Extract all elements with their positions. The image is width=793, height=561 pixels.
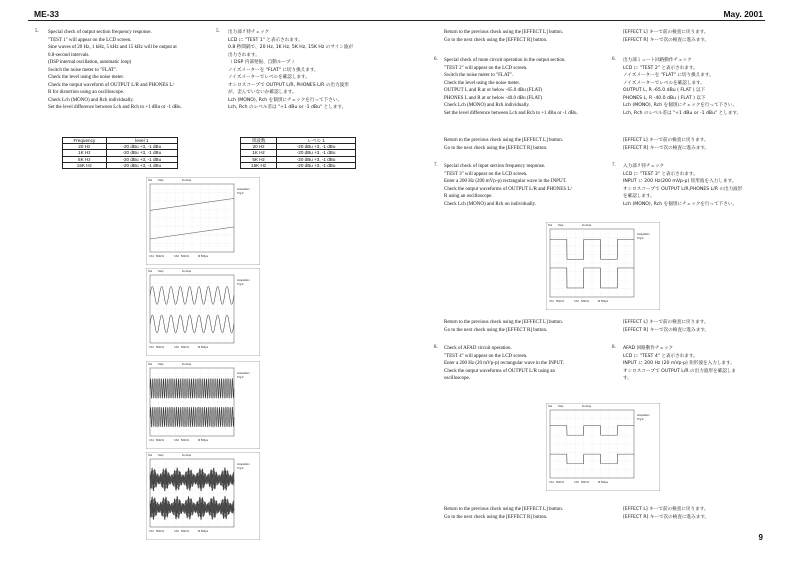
scope-side-label: Acquisition bbox=[237, 188, 250, 191]
sec6-en-line: OUTPUT L and R at or below -65.0 dBu (FLAT) bbox=[444, 88, 543, 93]
scope-stop-label: Stop bbox=[158, 179, 164, 182]
next-line: [EFFECT R] キーで次の検査に進みます。 bbox=[623, 37, 710, 43]
scope-timebase-label: M 500μs bbox=[598, 300, 609, 303]
ret-en-2 bbox=[444, 137, 563, 152]
sec6-jp-line: 出力部ミュート回路動作チェック bbox=[623, 58, 692, 63]
sec5-jp-line: Lch, Rch のレベル差は "+1 dBu or -1 dBu" とします。 bbox=[228, 105, 347, 110]
scope-timebase-label: M 500μs bbox=[198, 530, 209, 533]
scope-ch1-label: Ch1 bbox=[549, 481, 554, 484]
scope-amp-label: 500mV bbox=[556, 481, 565, 484]
scope-run-label: Tek bbox=[148, 270, 153, 273]
scope-run-label: Tek bbox=[548, 224, 553, 227]
scope-side-label: Acquisition bbox=[237, 463, 250, 466]
scope-screen-square-wide bbox=[546, 222, 660, 310]
sec6-jp-line: PHONES L, R -40.0 dBu ( FLAT ) 以下 bbox=[623, 95, 706, 101]
table-cell: 20 Hz bbox=[241, 144, 277, 150]
sec6-en-line: Set the level difference between Lch and Rch to +1 dBu or -1 dBu. bbox=[444, 110, 578, 116]
sec5-en-line: 0.8-second intervals. bbox=[48, 52, 90, 58]
table-cell: -20 dBu +3, -1 dBu bbox=[277, 144, 356, 150]
next-line: [EFFECT R] キーで次の検査に進みます。 bbox=[623, 145, 710, 151]
sec7-en-line: "TEST 3" will appear on the LCD screen. bbox=[444, 171, 528, 177]
table-cell: -20 dBu +3, -1 dBu bbox=[277, 150, 356, 156]
scope-screen-square-afad bbox=[546, 403, 660, 491]
sec8-en-number: 8. bbox=[434, 345, 438, 350]
scope-run-label: Tek bbox=[548, 405, 553, 408]
sec5-jp-line: 出力部 f 特チェック bbox=[228, 30, 270, 35]
sec5-en-line: Check the output waveform of OUTPUT L/R and PHONES L/ bbox=[48, 82, 174, 88]
table-cell: -20 dBu +3, -1 dBu bbox=[106, 150, 177, 156]
next-line: [EFFECT R] キーで次の検査に進みます。 bbox=[623, 327, 710, 333]
next-line: [EFFECT R] キーで次の検査に進みます。 bbox=[623, 514, 710, 520]
sec5-jp-line: ノイズメーターでレベルを確認します。 bbox=[228, 75, 310, 80]
scope-stop-label: Stop bbox=[158, 270, 164, 273]
sec6-en-line: Check Lch (MONO) and Rch individually. bbox=[444, 103, 530, 108]
sec5-en-line: (DSP internal oscillation, automatic loop) bbox=[48, 60, 132, 65]
sec7-jp-line: オシロスコープで OUTPUT L/R,PHONES L/R の出力波形 bbox=[623, 186, 743, 192]
sec6-en-number: 6. bbox=[434, 57, 438, 62]
sec5-en-line: Sine waves of 20 Hz, 1 kHz, 5 kHz and 15 kHz will be output at bbox=[48, 45, 177, 50]
sec5-jp-line: Lch (MONO), Rch を個別にチェックを行って下さい。 bbox=[228, 97, 343, 103]
scope-amp-label: 500mV bbox=[181, 255, 190, 258]
sec8-en-text bbox=[444, 345, 564, 383]
table-cell: -20 dBu +3, -1 dBu bbox=[106, 144, 177, 150]
sec7-en-line: Check Lch (MONO) and Rch on individually. bbox=[444, 201, 537, 207]
scope-stop-label: Stop bbox=[558, 405, 564, 408]
sec5-en-line: R for distortion using an oscilloscope. bbox=[48, 90, 125, 95]
scope-side-label: Acquisition bbox=[237, 372, 250, 375]
scope-timebase-label: M 500μs bbox=[198, 439, 209, 442]
sec5-jp-line: オシロスコープで OUTPUT L/R, PHONES L/R の出力波形 bbox=[228, 82, 349, 88]
scope-amp-label: 500mV bbox=[156, 530, 165, 533]
sec6-en-line: Check the level using the noise meter. bbox=[444, 80, 520, 86]
scope-amp-label: 500mV bbox=[556, 300, 565, 303]
sec5-jp-line: LCD に "TEST 1" と表示されます。 bbox=[228, 37, 303, 43]
sec6-jp-line: Lch, Rch のレベル差は "+1 dBu or -1 dBu" とします。 bbox=[623, 110, 742, 116]
ret-en-4 bbox=[444, 506, 563, 521]
sec7-jp-text bbox=[623, 163, 742, 208]
next-line: Go to the next check using the [EFFECT R] button. bbox=[444, 327, 548, 333]
ret-en-1 bbox=[444, 29, 563, 44]
sec7-jp-line: を確認します。 bbox=[623, 194, 655, 199]
return-line: [EFFECT L] キーで前の検査に戻ります。 bbox=[623, 320, 709, 325]
table-cell: 1K Hz bbox=[63, 150, 107, 156]
sec8-en-line: "TEST 4" will appear on the LCD screen. bbox=[444, 353, 528, 359]
page-number: 9 bbox=[758, 533, 763, 542]
sec7-jp-line: Lch (MONO), Rch を個別にチェックを行って下さい。 bbox=[623, 201, 738, 207]
scope-screen-ramp bbox=[146, 177, 260, 265]
table-cell: -20 dBu +3, -1 dBu bbox=[106, 162, 177, 168]
ret-jp-2 bbox=[623, 137, 709, 152]
scope-side-label: Acquisition bbox=[237, 279, 250, 282]
scope-amp-label: 500mV bbox=[181, 346, 190, 349]
sec6-jp-line: Lch (MONO), Rch を個別にチェックを行って下さい。 bbox=[623, 103, 738, 108]
sec5-jp-line: ノイズメーターを "FLAT" に切り換えます。 bbox=[228, 67, 319, 73]
doc-date: May. 2001 bbox=[723, 9, 763, 19]
scope-amp-label: 500mV bbox=[581, 300, 590, 303]
sec8-jp-line: す。 bbox=[623, 376, 632, 381]
table-cell: 20 Hz bbox=[63, 144, 107, 150]
scope-timebase-label: M 500μs bbox=[598, 481, 609, 484]
scope-ch1-label: Ch1 bbox=[149, 346, 154, 349]
sec8-jp-line: オシロスコープで OUTPUT L/R の出力波形を確認しま bbox=[623, 368, 736, 374]
scope-stop-label: Stop bbox=[158, 363, 164, 366]
sec6-en-line: Switch the noise meter to "FLAT". bbox=[444, 73, 514, 78]
ret-jp-4 bbox=[623, 506, 709, 521]
scope-stop-label: Stop bbox=[158, 454, 164, 457]
sec6-en-line: "TEST 2" will appear on the LCD screen. bbox=[444, 65, 528, 71]
sec6-jp-line: OUTPUT L, R -65.0 dBu ( FLAT ) 以下 bbox=[623, 88, 706, 93]
sec6-jp-text bbox=[623, 57, 741, 117]
return-line: [EFFECT L] キーで前の検査に戻ります。 bbox=[623, 507, 709, 512]
scope-ch1-label: Ch1 bbox=[549, 300, 554, 303]
table-cell: 15K Hz bbox=[63, 162, 107, 168]
header-rule bbox=[28, 20, 765, 21]
sec7-en-line: R using an oscilloscope. bbox=[444, 194, 493, 199]
scope-ch2-label: Ch2 bbox=[174, 255, 179, 258]
scope-side-label: Acquisition bbox=[637, 414, 650, 417]
table-cell: 15K Hz bbox=[241, 162, 277, 168]
scope-acq-label: 1k Acqs bbox=[182, 179, 192, 182]
table-header: level 1 bbox=[106, 138, 177, 144]
sec5-en-line: Special check of output section frequency response. bbox=[48, 30, 152, 35]
scope-side-label: Trig'd bbox=[237, 283, 244, 286]
scope-side-label: Trig'd bbox=[637, 237, 644, 240]
scope-side-label: Acquisition bbox=[637, 233, 650, 236]
scope-amp-label: 500mV bbox=[581, 481, 590, 484]
scope-amp-label: 500mV bbox=[181, 530, 190, 533]
scope-screen-sine-medium bbox=[146, 361, 260, 449]
scope-acq-label: 1k Acqs bbox=[182, 270, 192, 273]
scope-ch1-label: Ch1 bbox=[149, 439, 154, 442]
ret-jp-1 bbox=[623, 29, 709, 44]
scope-timebase-label: M 500μs bbox=[198, 255, 209, 258]
sec7-en-line: Check the output waveforms of OUTPUT L/R and PHONES L/ bbox=[444, 186, 572, 192]
scope-amp-label: 500mV bbox=[156, 439, 165, 442]
scope-stop-label: Stop bbox=[558, 224, 564, 227]
sec8-en-line: oscilloscope. bbox=[444, 376, 470, 381]
table-cell: -20 dBu +3, -1 dBu bbox=[277, 156, 356, 162]
table-cell: -20 dBu +3, -1 dBu bbox=[277, 162, 356, 168]
sec5-jp-number: 5. bbox=[216, 29, 220, 34]
doc-model: ME-33 bbox=[34, 9, 60, 19]
table-cell: -20 dBu +3, -1 dBu bbox=[106, 156, 177, 162]
sec7-en-text bbox=[444, 163, 572, 208]
scope-acq-label: 1k Acqs bbox=[582, 224, 592, 227]
scope-side-label: Trig'd bbox=[237, 192, 244, 195]
sec6-en-line: Special check of mute circuit operation in the output section. bbox=[444, 58, 566, 63]
sec6-en-line: PHONES L and R at or below -40.0 dBu (FLAT) bbox=[444, 95, 543, 101]
sec8-jp-line: LCD に "TEST 4" と表示されます。 bbox=[623, 353, 698, 359]
sec8-jp-number: 8. bbox=[612, 345, 616, 350]
scope-amp-label: 500mV bbox=[181, 439, 190, 442]
scope-side-label: Trig'd bbox=[637, 418, 644, 421]
scope-ch1-label: Ch1 bbox=[149, 255, 154, 258]
scope-acq-label: 1k Acqs bbox=[182, 454, 192, 457]
scope-acq-label: 1k Acqs bbox=[582, 405, 592, 408]
sec5-jp-line: が、歪んでいないか確認します。 bbox=[228, 90, 297, 95]
sec7-jp-number: 7. bbox=[612, 163, 616, 168]
return-line: Return to the previous check using the [EFFECT L] button. bbox=[444, 507, 564, 512]
sec5-en-line: Set the level difference between Lch and Rch to +1 dBu or -1 dBu. bbox=[48, 105, 182, 110]
next-line: Go to the next check using the [EFFECT R] button. bbox=[444, 514, 548, 520]
sec8-jp-line: INPUT に 200 Hz (20 mVp-p) 矩形波を入力します。 bbox=[623, 361, 735, 366]
table-header: 周波数 bbox=[241, 138, 277, 144]
table-cell: 5K Hz bbox=[63, 156, 107, 162]
scope-run-label: Tek bbox=[148, 454, 153, 457]
sec5-jp-line: 0.8 秒間隔で、20 Hz, 1K Hz, 5K Hz, 15K Hz のサイン波が bbox=[228, 45, 353, 50]
scope-side-label: Trig'd bbox=[237, 467, 244, 470]
sec5-en-line: Switch the noise meter to "FLAT". bbox=[48, 67, 118, 73]
sec7-jp-line: LCD に "TEST 3" と表示されます。 bbox=[623, 171, 698, 177]
sec5-en-line: "TEST 1" will appear on the LCD screen. bbox=[48, 37, 132, 43]
sec8-jp-line: AFAD 回路動作チェック bbox=[623, 346, 674, 351]
scope-run-label: Tek bbox=[148, 179, 153, 182]
scope-ch1-label: Ch1 bbox=[149, 530, 154, 533]
return-line: [EFFECT L] キーで前の検査に戻ります。 bbox=[623, 138, 709, 143]
sec6-jp-line: LCD に "TEST 2" と表示されます。 bbox=[623, 65, 698, 71]
sec7-jp-line: 入力部 f 特チェック bbox=[623, 164, 665, 169]
sec7-jp-line: INPUT に 200 Hz(200 mVp-p) 矩形波を入力します。 bbox=[623, 179, 737, 184]
scope-side-label: Trig'd bbox=[237, 376, 244, 379]
return-line: Return to the previous check using the [EFFECT L] button. bbox=[444, 320, 564, 325]
sec8-en-line: Check the output waveforms of OUTPUT L/R using an bbox=[444, 368, 556, 374]
sec7-en-number: 7. bbox=[434, 163, 438, 168]
sec5-en-line: Check Lch (MONO) and Rch individually. bbox=[48, 97, 134, 103]
sec8-en-line: Enter a 200 Hz (20 mVp-p) rectangular wave in the INPUT. bbox=[444, 361, 565, 366]
scope-ch2-label: Ch2 bbox=[574, 481, 579, 484]
scope-timebase-label: M 500μs bbox=[198, 346, 209, 349]
scope-ch2-label: Ch2 bbox=[574, 300, 579, 303]
ret-jp-3 bbox=[623, 319, 709, 334]
sec6-en-text bbox=[444, 57, 578, 117]
sec5-jp-line: （ DSP 内部発振、自動ループ ） bbox=[228, 60, 297, 65]
return-line: Return to the previous check using the [EFFECT L] button. bbox=[444, 30, 564, 35]
sec5-en-number: 5. bbox=[35, 29, 39, 34]
table-cell: 5K Hz bbox=[241, 156, 277, 162]
sec6-jp-line: ノイズメーターでレベルを確認します。 bbox=[623, 80, 705, 86]
scope-amp-label: 500mV bbox=[156, 255, 165, 258]
table-row bbox=[63, 162, 178, 168]
sec5-en-text bbox=[48, 29, 182, 112]
next-line: Go to the next check using the [EFFECT R] button. bbox=[444, 37, 548, 43]
table-header: Frequency bbox=[63, 138, 107, 144]
sec8-jp-text bbox=[623, 345, 736, 383]
sec7-en-line: Enter a 200 Hz (200 mVp-p) rectangular wave in the INPUT. bbox=[444, 179, 567, 184]
sec6-jp-line: ノイズメーターを "FLAT" に切り換えます。 bbox=[623, 73, 714, 78]
scope-screen-sine-dense bbox=[146, 452, 260, 540]
sec5-jp-line: 出力されます。 bbox=[228, 52, 260, 58]
sec5-en-level-table bbox=[62, 137, 178, 169]
scope-run-label: Tek bbox=[148, 363, 153, 366]
table-header: レベル 1 bbox=[277, 138, 356, 144]
table-cell: 1K Hz bbox=[241, 150, 277, 156]
table-row bbox=[241, 162, 356, 168]
next-line: Go to the next check using the [EFFECT R] button. bbox=[444, 145, 548, 151]
sec6-jp-number: 6. bbox=[612, 57, 616, 62]
sec5-jp-level-table bbox=[240, 137, 356, 169]
scope-ch2-label: Ch2 bbox=[174, 530, 179, 533]
sec5-en-line: Check the level using the noise meter. bbox=[48, 75, 124, 80]
sec7-en-line: Special check of input section frequency response. bbox=[444, 164, 546, 169]
sec8-en-line: Check of AFAD circuit operation. bbox=[444, 346, 512, 351]
scope-ch2-label: Ch2 bbox=[174, 346, 179, 349]
sec5-jp-text bbox=[228, 29, 353, 112]
return-line: [EFFECT L] キーで前の検査に戻ります。 bbox=[623, 30, 709, 35]
scope-ch2-label: Ch2 bbox=[174, 439, 179, 442]
ret-en-3 bbox=[444, 319, 563, 334]
scope-amp-label: 500mV bbox=[156, 346, 165, 349]
scope-screen-sine-slow bbox=[146, 268, 260, 356]
return-line: Return to the previous check using the [EFFECT L] button. bbox=[444, 138, 564, 143]
scope-acq-label: 1k Acqs bbox=[182, 363, 192, 366]
